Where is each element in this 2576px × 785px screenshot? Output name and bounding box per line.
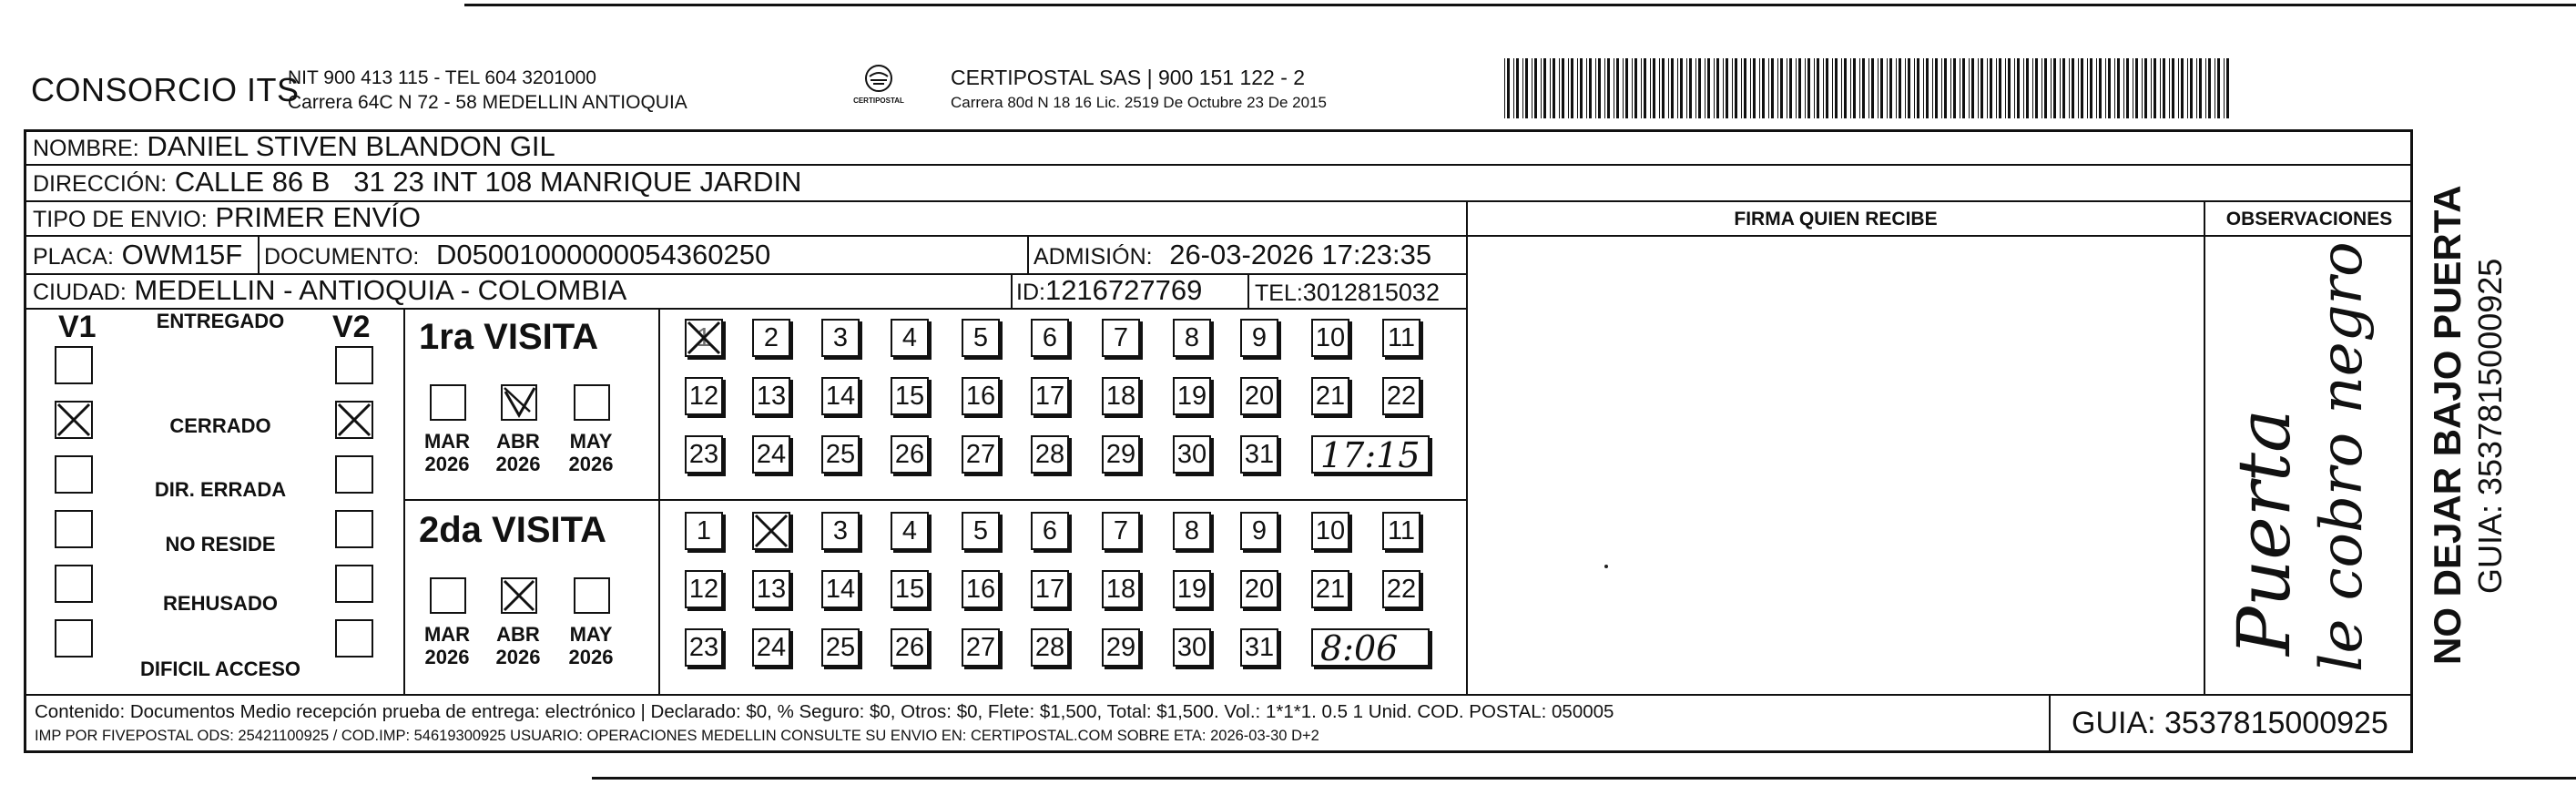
v2-header: V2 <box>332 310 371 344</box>
day-box[interactable] <box>1382 570 1420 608</box>
nombre-row <box>33 131 555 164</box>
day-number: 20 <box>1244 575 1275 604</box>
day-number: 5 <box>972 323 989 352</box>
company-line-2: Carrera 64C N 72 - 58 MEDELLIN ANTIOQUIA <box>288 92 687 113</box>
day-number: 18 <box>1105 382 1136 411</box>
day-box[interactable] <box>821 435 860 474</box>
v1-header: V1 <box>58 310 97 344</box>
day-number: 7 <box>1113 323 1129 352</box>
day-box[interactable] <box>1031 377 1069 415</box>
day-box[interactable] <box>1031 628 1069 667</box>
day-box[interactable] <box>685 319 723 357</box>
day-number: 16 <box>965 382 996 411</box>
month-label <box>486 430 550 475</box>
status-v1-checkbox[interactable] <box>55 619 93 658</box>
day-number: 6 <box>1042 323 1058 352</box>
footer-guia: GUIA: 3537815000925 <box>2072 706 2388 740</box>
month-checkbox-may[interactable] <box>574 384 610 421</box>
col-divider <box>2204 200 2205 694</box>
ciudad-row <box>33 275 626 308</box>
day-box[interactable] <box>1031 435 1069 474</box>
day-box[interactable] <box>1102 628 1140 667</box>
day-number: 11 <box>1387 323 1416 352</box>
day-number: 27 <box>965 633 996 662</box>
day-number: 16 <box>965 575 996 604</box>
day-number: 9 <box>1251 323 1268 352</box>
day-box[interactable] <box>962 377 1000 415</box>
admision-label: ADMISIÓN: <box>1033 244 1153 270</box>
placa-label: PLACA: <box>33 244 114 270</box>
day-box[interactable] <box>962 435 1000 474</box>
tracking-barcode <box>1502 58 2231 118</box>
day-box[interactable] <box>1031 512 1069 550</box>
day-box[interactable] <box>1311 512 1349 550</box>
day-box[interactable] <box>1240 570 1278 608</box>
day-number: 2 <box>763 323 779 352</box>
month-year: 2026 <box>568 646 614 668</box>
day-box[interactable] <box>1173 570 1211 608</box>
col-divider <box>258 235 260 273</box>
day-box[interactable] <box>1173 628 1211 667</box>
day-box[interactable] <box>1382 512 1420 550</box>
firma-header: FIRMA QUIEN RECIBE <box>1734 209 1938 229</box>
day-number: 21 <box>1315 382 1346 411</box>
day-box[interactable] <box>821 628 860 667</box>
day-box[interactable] <box>891 628 929 667</box>
day-box[interactable] <box>1102 319 1140 357</box>
day-box[interactable] <box>1173 377 1211 415</box>
month-checkbox-mar[interactable] <box>430 577 466 614</box>
col-divider <box>1466 200 1468 694</box>
col-divider <box>2049 694 2051 753</box>
month-name: MAR <box>423 430 471 453</box>
day-number: 5 <box>972 516 989 545</box>
month-name: ABR <box>496 430 540 453</box>
carrier-line-2: Carrera 80d N 18 16 Lic. 2519 De Octubre 23 De 2015 <box>951 94 1327 111</box>
day-number: 6 <box>1042 516 1058 545</box>
day-box[interactable] <box>1240 377 1278 415</box>
id-row <box>1016 275 1202 308</box>
tel-value: 3012815032 <box>1302 279 1440 306</box>
admision-value: 26-03-2026 17:23:35 <box>1169 239 1432 270</box>
bottom-rule <box>592 777 2576 780</box>
day-box[interactable] <box>1240 435 1278 474</box>
signature-dot <box>1604 565 1608 568</box>
status-v1-checkbox[interactable] <box>55 565 93 603</box>
carrier-logo <box>847 62 911 113</box>
day-box[interactable] <box>1031 570 1069 608</box>
day-box[interactable] <box>752 435 790 474</box>
day-box[interactable] <box>685 570 723 608</box>
day-box[interactable] <box>1102 435 1140 474</box>
nombre-label: NOMBRE: <box>33 136 139 161</box>
day-number: 21 <box>1315 575 1346 604</box>
day-box[interactable] <box>1173 319 1211 357</box>
day-box[interactable] <box>1311 377 1349 415</box>
day-box[interactable] <box>1382 377 1420 415</box>
day-box[interactable] <box>752 628 790 667</box>
day-box[interactable] <box>821 319 860 357</box>
documento-value: D05001000000054360250 <box>436 239 771 270</box>
day-box[interactable] <box>1173 435 1211 474</box>
day-number: 9 <box>1251 516 1268 545</box>
day-box[interactable] <box>1173 512 1211 550</box>
day-number: 24 <box>756 440 787 469</box>
day-box[interactable] <box>1240 319 1278 357</box>
day-number: 23 <box>688 633 719 662</box>
nombre-value: DANIEL STIVEN BLANDON GIL <box>147 130 555 162</box>
day-number: 13 <box>756 382 787 411</box>
id-value: 1216727769 <box>1044 274 1203 306</box>
visit-time: 8:06 <box>1320 628 1399 668</box>
visit-time: 17:15 <box>1320 435 1420 475</box>
day-number: 30 <box>1176 633 1207 662</box>
day-box[interactable] <box>1240 628 1278 667</box>
day-number: 1 <box>696 516 712 545</box>
day-box[interactable] <box>685 435 723 474</box>
status-v2-checkbox[interactable] <box>335 510 373 548</box>
day-number: 8 <box>1184 323 1200 352</box>
day-number: 25 <box>825 440 856 469</box>
status-label: REHUSADO <box>163 592 278 615</box>
day-box[interactable] <box>1102 377 1140 415</box>
carrier-info <box>951 66 1327 115</box>
day-number: 17 <box>1034 575 1065 604</box>
day-box[interactable] <box>891 570 929 608</box>
day-number: 28 <box>1034 440 1065 469</box>
observaciones-handwriting-2: le cobro negro <box>2308 241 2376 672</box>
side-warning: NO DEJAR BAJO PUERTA <box>2426 185 2469 665</box>
company-name: CONSORCIO ITS <box>31 71 300 108</box>
month-year: 2026 <box>424 453 470 475</box>
side-guia: GUIA: 3537815000925 <box>2471 258 2509 594</box>
day-number: 8 <box>1184 516 1200 545</box>
status-label: CERRADO <box>169 414 271 437</box>
day-number: 24 <box>756 633 787 662</box>
day-number: 15 <box>894 382 925 411</box>
day-box[interactable] <box>821 512 860 550</box>
day-number: 12 <box>688 575 719 604</box>
month-label <box>486 623 550 668</box>
footer-divider <box>24 694 2413 696</box>
col-divider <box>1247 273 1249 308</box>
month-name: MAR <box>423 623 471 646</box>
day-number: 22 <box>1386 382 1417 411</box>
day-box[interactable] <box>962 512 1000 550</box>
visit-divider <box>403 499 1466 501</box>
day-box[interactable] <box>1102 570 1140 608</box>
day-number: 10 <box>1315 516 1346 545</box>
visit-time-box[interactable] <box>1311 435 1430 474</box>
day-number: 19 <box>1176 575 1207 604</box>
status-v1-checkbox[interactable] <box>55 346 93 384</box>
month-name: MAY <box>569 623 613 646</box>
day-box[interactable] <box>1311 319 1349 357</box>
day-box[interactable] <box>752 319 790 357</box>
month-checkbox-abr[interactable] <box>501 384 537 421</box>
month-label <box>559 430 623 475</box>
direccion-value: CALLE 86 B 31 23 INT 108 MANRIQUE JARDIN <box>174 166 802 198</box>
month-year: 2026 <box>568 453 614 475</box>
col-divider <box>403 308 405 694</box>
day-number: 31 <box>1244 633 1275 662</box>
top-rule <box>464 4 2576 6</box>
placa-row <box>33 240 242 272</box>
tel-label: TEL: <box>1255 280 1303 306</box>
day-number: 12 <box>688 382 719 411</box>
day-number: 4 <box>901 323 918 352</box>
day-box[interactable] <box>891 319 929 357</box>
month-year: 2026 <box>424 646 470 668</box>
day-box[interactable] <box>685 512 723 550</box>
admision-row <box>1033 240 1431 272</box>
day-number: 25 <box>825 633 856 662</box>
day-number: 19 <box>1176 382 1207 411</box>
carrier-line-1: CERTIPOSTAL SAS | 900 151 122 - 2 <box>951 66 1306 89</box>
footer-imp: IMP POR FIVEPOSTAL ODS: 25421100925 / COD.IMP: 54619300925 USUARIO: OPERACIONES MEDELLIN CONSULTE SU ENVIO EN: CERTIPOSTAL.COM SOBRE ETA: 2026-03-30 D+2 <box>35 728 1319 744</box>
day-number: 26 <box>894 440 925 469</box>
status-v2-checkbox[interactable] <box>335 565 373 603</box>
day-box[interactable] <box>891 377 929 415</box>
status-label: ENTREGADO <box>156 310 285 332</box>
visit-time-box[interactable] <box>1311 628 1430 667</box>
id-label: ID: <box>1016 280 1045 305</box>
status-v1-checkbox[interactable] <box>55 510 93 548</box>
day-number: 3 <box>832 323 849 352</box>
day-number: 29 <box>1105 633 1136 662</box>
direccion-label: DIRECCIÓN: <box>33 171 168 197</box>
month-name: MAY <box>569 430 613 453</box>
status-v2-checkbox[interactable] <box>335 401 373 439</box>
tipo-row <box>33 202 421 235</box>
col-divider <box>658 308 660 694</box>
day-number: 28 <box>1034 633 1065 662</box>
day-box[interactable] <box>962 319 1000 357</box>
day-box[interactable] <box>1311 570 1349 608</box>
day-number: 31 <box>1244 440 1275 469</box>
day-number: 26 <box>894 633 925 662</box>
day-number: 10 <box>1315 323 1346 352</box>
day-number: 27 <box>965 440 996 469</box>
day-number: 23 <box>688 440 719 469</box>
month-name: ABR <box>496 623 540 646</box>
day-number: 14 <box>825 575 856 604</box>
month-label <box>559 623 623 668</box>
tel-row <box>1255 277 1440 309</box>
day-number: 3 <box>832 516 849 545</box>
status-label: DIR. ERRADA <box>154 478 287 501</box>
day-number: 11 <box>1387 516 1416 545</box>
day-number: 29 <box>1105 440 1136 469</box>
month-checkbox-may[interactable] <box>574 577 610 614</box>
placa-value: OWM15F <box>121 239 243 270</box>
visit-title: 1ra VISITA <box>419 317 599 357</box>
day-box[interactable] <box>821 377 860 415</box>
month-year: 2026 <box>495 453 541 475</box>
col-divider <box>1011 273 1013 308</box>
status-v1-checkbox[interactable] <box>55 401 93 439</box>
day-box[interactable] <box>821 570 860 608</box>
day-number: 1 <box>696 323 712 352</box>
observaciones-header: OBSERVACIONES <box>2225 209 2393 229</box>
tipo-label: TIPO DE ENVIO: <box>33 207 208 232</box>
status-v2-checkbox[interactable] <box>335 346 373 384</box>
ciudad-value: MEDELLIN - ANTIOQUIA - COLOMBIA <box>134 274 627 306</box>
day-number: 18 <box>1105 575 1136 604</box>
day-box[interactable] <box>752 377 790 415</box>
day-box[interactable] <box>891 435 929 474</box>
month-label <box>415 623 479 668</box>
day-number: 30 <box>1176 440 1207 469</box>
day-box[interactable] <box>1031 319 1069 357</box>
company-line-1: NIT 900 413 115 - TEL 604 3201000 <box>288 67 596 88</box>
day-number: 4 <box>901 516 918 545</box>
day-box[interactable] <box>891 512 929 550</box>
day-number: 7 <box>1113 516 1129 545</box>
tipo-value: PRIMER ENVÍO <box>215 201 421 233</box>
documento-label: DOCUMENTO: <box>264 244 420 270</box>
day-box[interactable] <box>962 570 1000 608</box>
day-number: 13 <box>756 575 787 604</box>
status-v2-checkbox[interactable] <box>335 619 373 658</box>
month-checkbox-abr[interactable] <box>501 577 537 614</box>
day-number: 17 <box>1034 382 1065 411</box>
row-divider <box>24 235 2413 237</box>
direccion-row <box>33 167 801 199</box>
col-divider <box>1027 235 1029 273</box>
carrier-logo-text: CERTIPOSTAL <box>853 97 904 105</box>
status-label: NO RESIDE <box>165 533 276 556</box>
day-box[interactable] <box>685 377 723 415</box>
visit-title: 2da VISITA <box>419 510 606 550</box>
day-number: 20 <box>1244 382 1275 411</box>
status-label: DIFICIL ACCESO <box>139 658 300 680</box>
day-box[interactable] <box>752 512 790 550</box>
day-number: 14 <box>825 382 856 411</box>
day-number: 15 <box>894 575 925 604</box>
day-box[interactable] <box>962 628 1000 667</box>
day-number: 22 <box>1386 575 1417 604</box>
month-year: 2026 <box>495 646 541 668</box>
carrier-logo-icon <box>847 62 911 113</box>
day-box[interactable] <box>1102 512 1140 550</box>
month-checkbox-mar[interactable] <box>430 384 466 421</box>
status-v2-checkbox[interactable] <box>335 455 373 494</box>
day-box[interactable] <box>685 628 723 667</box>
month-label <box>415 430 479 475</box>
observaciones-handwriting-1: Puerta <box>2222 409 2306 656</box>
day-box[interactable] <box>1382 319 1420 357</box>
status-v1-checkbox[interactable] <box>55 455 93 494</box>
day-box[interactable] <box>752 570 790 608</box>
footer-contenido: Contenido: Documentos Medio recepción prueba de entrega: electrónico | Declarado: $0, % Seguro: $0, Otros: $0, Flete: $1,500, Total: $1,500. Vol.: 1*1*1. 0.5 1 Unid. COD. POSTAL: 050005 <box>35 701 1614 722</box>
company-info <box>288 66 687 115</box>
day-box[interactable] <box>1240 512 1278 550</box>
ciudad-label: CIUDAD: <box>33 280 127 305</box>
documento-row <box>264 240 770 272</box>
